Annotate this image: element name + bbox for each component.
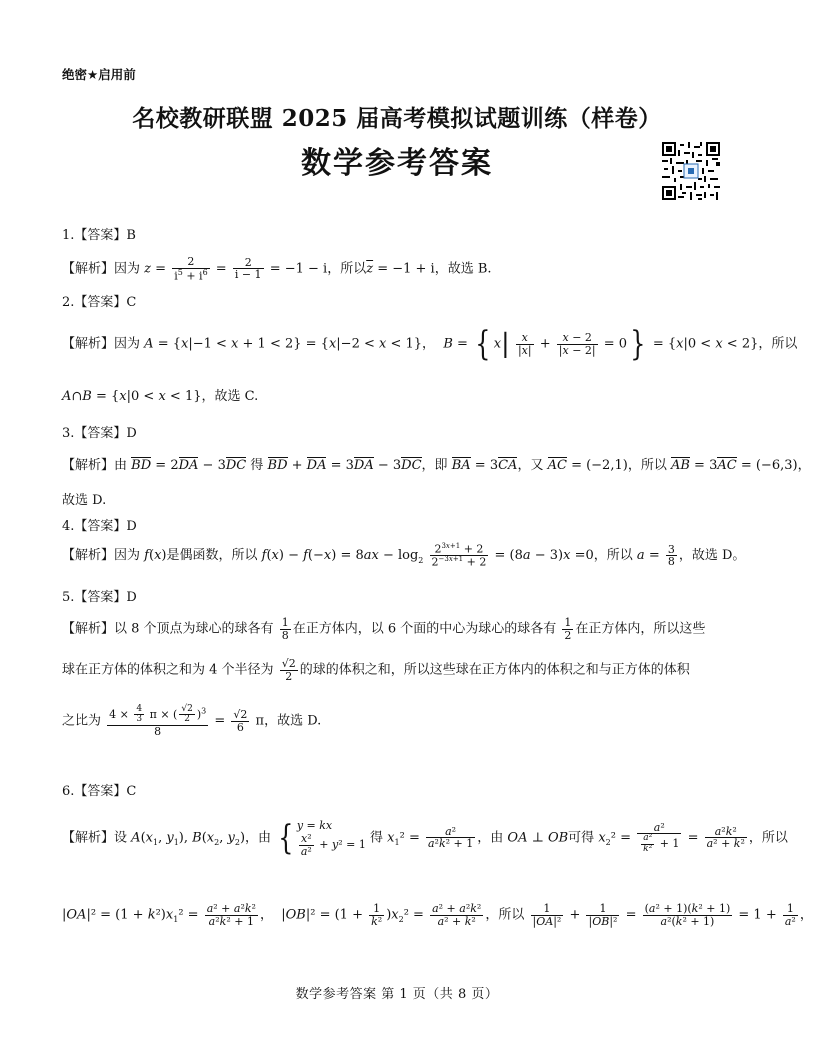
qr-code-icon[interactable] [662, 142, 720, 200]
q2-answer: 2.【答案】C [62, 295, 137, 310]
q5-explanation: 【解析】以 8 个顶点为球心的球各有 $\frac{1}{8}$ 在正方体内，以 6 个面的中心为球心的球各有 $\frac{1}{2}$ 在正方体内，所以这些 [62, 616, 706, 642]
q6-explanation: 【解析】设 $A(x_1$, $y_1$), $B(x_2$, $y_2$)，由 { y = kx $\frac{\text{x²}}{\text{a²}}$ + y² = 1 得 $x_1^2$ = $\frac{\text{a²}}{\text{a²k² + 1}}$ ，由 OA ⊥ OB可得 $x_2^2$ = a² $\frac{\text{a²}}{\text{k²}}$ + 1 = $\frac{\text{a²k²}}{\text{a² + k²}}$ ，所以 [62, 817, 788, 858]
q5-explanation-ratio: 之比为 4 × $\frac{4}{3}$ π × ( $\frac{√2}{2}$ )$^3$ 8 = $\frac{√2}{6}$ π，故选 D. [62, 704, 322, 738]
q5-explanation-cont: 球在正方体的体积之和为 4 个半径为 $\frac{√2}{2}$ 的球的体积之和，所以这些球在正方体内的体积之和与正方体的体积 [62, 657, 690, 683]
q4-explanation: 【解析】因为 f(x)是偶函数，所以 $f(x) - f(-x) = 8ax - \log_2$ $\frac{2^{3x+1} + 2}{2^{-3x+1} + 2}$ = (8a − 3)x =0，所以 a = $\frac{3}{8}$ ，故选 D。 [62, 542, 746, 569]
q3-explanation: 【解析】由 BD = 2DA − 3DC 得 BD + DA = 3DA − 3DC，即 BA = 3CA，又 AC = (−2,1)，所以 AB = 3AC = (−6,3)， [62, 458, 811, 473]
exam-title: 名校教研联盟 2025 届高考模拟试题训练（样卷） [132, 105, 662, 132]
q5-answer: 5.【答案】D [62, 590, 137, 605]
page-footer: 数学参考答案 第 1 页（共 8 页） [295, 987, 499, 1002]
q6-answer: 6.【答案】C [62, 784, 137, 799]
q3-answer: 3.【答案】D [62, 426, 137, 441]
q1-tag: 【解析】 [62, 261, 115, 277]
secret-label: 绝密★启用前 [62, 67, 136, 82]
q2-explanation: 【解析】因为 A = {x|−1 < x + 1 < 2} = {x|−2 < x < 1}， B = { x| $\frac{x}{|x|}$ + $\frac{x - 2}{|x - 2|}$ = 0} = {x|0 < x < 2}，所以 [62, 324, 798, 364]
q4-answer: 4.【答案】D [62, 519, 137, 534]
q1-frac: $\frac{2}{i^5 + i^6}$ [174, 255, 208, 283]
q3-explanation-cont: 故选 D. [62, 493, 107, 508]
page-title: 数学参考答案 [301, 146, 493, 181]
q1-explanation: 【解析】因为 z = $\frac{2}{i^5 + i^6}$ = $\frac{2}{i - 1}$ = −1 − i，所以$\overline{z} = -1 + i$，故选 B. [62, 255, 492, 283]
q6-explanation-cont: $|OA|^2 = (1 + k^2)x_1^2$ = $\frac{\text{a² + a²k²}}{\text{a²k² + 1}}$ ， |OB|² = (1 + $\frac{1}{\text{k²}}$ )$x_2^2$ = $\frac{\text{a² + a²k²}}{\text{a² + k²}}$ ，所以 $\frac{1}{\text{|OA|²}}$ + $\frac{1}{\text{|OB|²}}$ = $\frac{\text{(a² + 1)(k² + 1)}}{\text{a²(k² + 1)}}$ = 1 + $\frac{1}{\text{a²}}$ ， [62, 902, 813, 928]
q2-explanation-cont: A∩B = {x|0 < x < 1}，故选 C. [62, 389, 259, 404]
q1-answer: 1.【答案】B [62, 228, 136, 243]
